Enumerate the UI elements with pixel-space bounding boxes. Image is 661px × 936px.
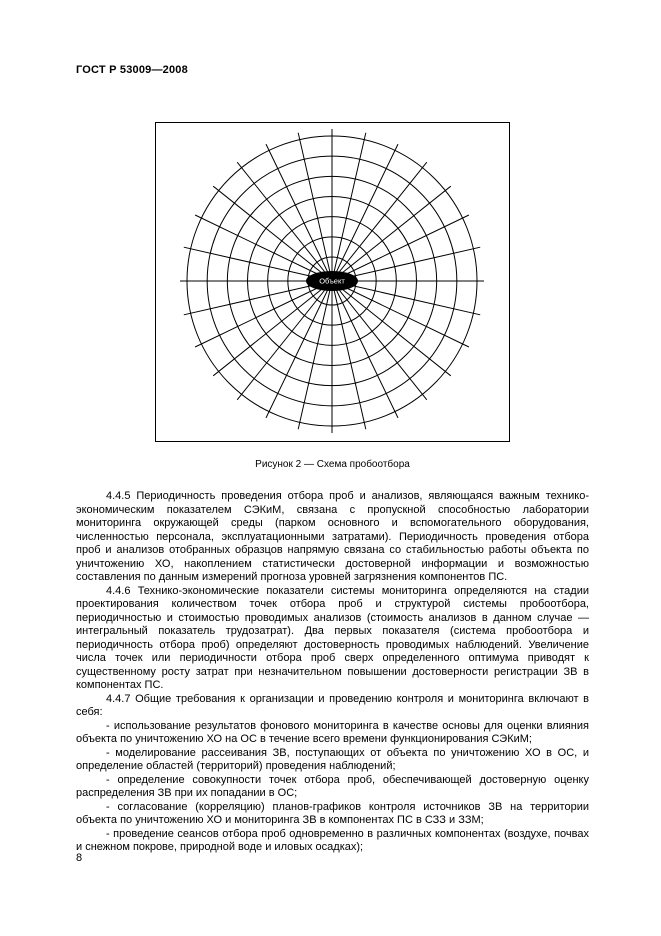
sampling-radial-line	[213, 186, 332, 281]
sampling-radial-line	[298, 281, 332, 429]
sampling-radial-line	[332, 281, 469, 347]
sampling-radial-line	[332, 133, 366, 281]
paragraph: 4.4.5 Периодичность проведения отбора проб и анализов, являющаяся важным технико-экономическим показателем СЭКиМ, связана с пропускной способностью лаборатории мониторинга окружающей среды (парком основного и вспомогательного оборудования, численностью персонала, эксплуатационными затратами). Периодичность проведения отбора проб и анализов отобранных образцов напрямую связана со стабильностью работы объекта по уничтожению ХО, накоплением статистически достоверной информации и возможностью составления по данным измерений прогноза уровней загрязнения компонентов ПС.	[76, 490, 589, 583]
figure-area	[76, 122, 589, 470]
sampling-radial-line	[332, 281, 398, 418]
figure-frame	[155, 122, 510, 442]
paragraph: 4.4.6 Технико-экономические показатели системы мониторинга определяются на стадии проектирования количеством точек отбора проб и структурой системы пробоотбора, периодичностью и стоимостью проводимых анализов (стоимость анализов в данном случае — интегральный показатель трудозатрат). Два первых показателя (система пробоотбора и периодичность отбора проб) определяют достоверность проводимых наблюдений. Увеличение числа точек или периодичности отбора проб сверх определенного оптимума приводят к существенному росту затрат при незначительном повышении достоверности регистрации ЗВ в компонентах ПС.	[76, 584, 589, 691]
sampling-radial-line	[213, 281, 332, 376]
sampling-radial-line	[298, 133, 332, 281]
object-center-label: Объект	[319, 276, 345, 286]
body-text	[76, 490, 589, 855]
sampling-radial-line	[332, 281, 427, 400]
paragraph: - использование результатов фонового мониторинга в качестве основы для оценки влияния объекта по уничтожению ХО на ОС в течение всего времени функционирования СЭКиМ;	[76, 719, 589, 745]
sampling-radial-line	[332, 144, 398, 281]
sampling-radial-line	[237, 162, 332, 281]
sampling-radial-line	[332, 186, 451, 281]
sampling-radial-line	[332, 215, 469, 281]
sampling-radial-line	[266, 144, 332, 281]
sampling-radial-line	[332, 281, 451, 376]
paragraph: - определение совокупности точек отбора проб, обеспечивающей достоверную оценку распределения ЗВ при их попадании в ОС;	[76, 773, 589, 799]
sampling-radial-line	[195, 215, 332, 281]
paragraph: - проведение сеансов отбора проб одновременно в различных компонентах (воздухе, почвах и снежном покрове, природной воде и иловых осадках);	[76, 827, 589, 853]
figure-caption: Рисунок 2 — Схема пробоотбора	[255, 459, 410, 470]
sampling-radial-line	[332, 281, 366, 429]
page-number: 8	[76, 852, 83, 864]
sampling-radial-line	[332, 162, 427, 281]
paragraph: - согласование (корреляцию) планов-графиков контроля источников ЗВ на территории объекта по уничтожению ХО и мониторинга ЗВ в компонентах ПС в СЗЗ и ЗЗМ;	[76, 800, 589, 826]
sampling-radial-line	[195, 281, 332, 347]
standard-number-header: ГОСТ Р 53009—2008	[76, 64, 188, 76]
paragraph: 4.4.7 Общие требования к организации и проведению контроля и мониторинга включают в себя:	[76, 692, 589, 718]
sampling-radial-line	[266, 281, 332, 418]
sampling-radial-line	[237, 281, 332, 400]
paragraph: - моделирование рассеивания ЗВ, поступающих от объекта по уничтожению ХО в ОС, и определение областей (территорий) проведения наблюдений;	[76, 746, 589, 772]
sampling-scheme-diagram	[157, 123, 508, 439]
